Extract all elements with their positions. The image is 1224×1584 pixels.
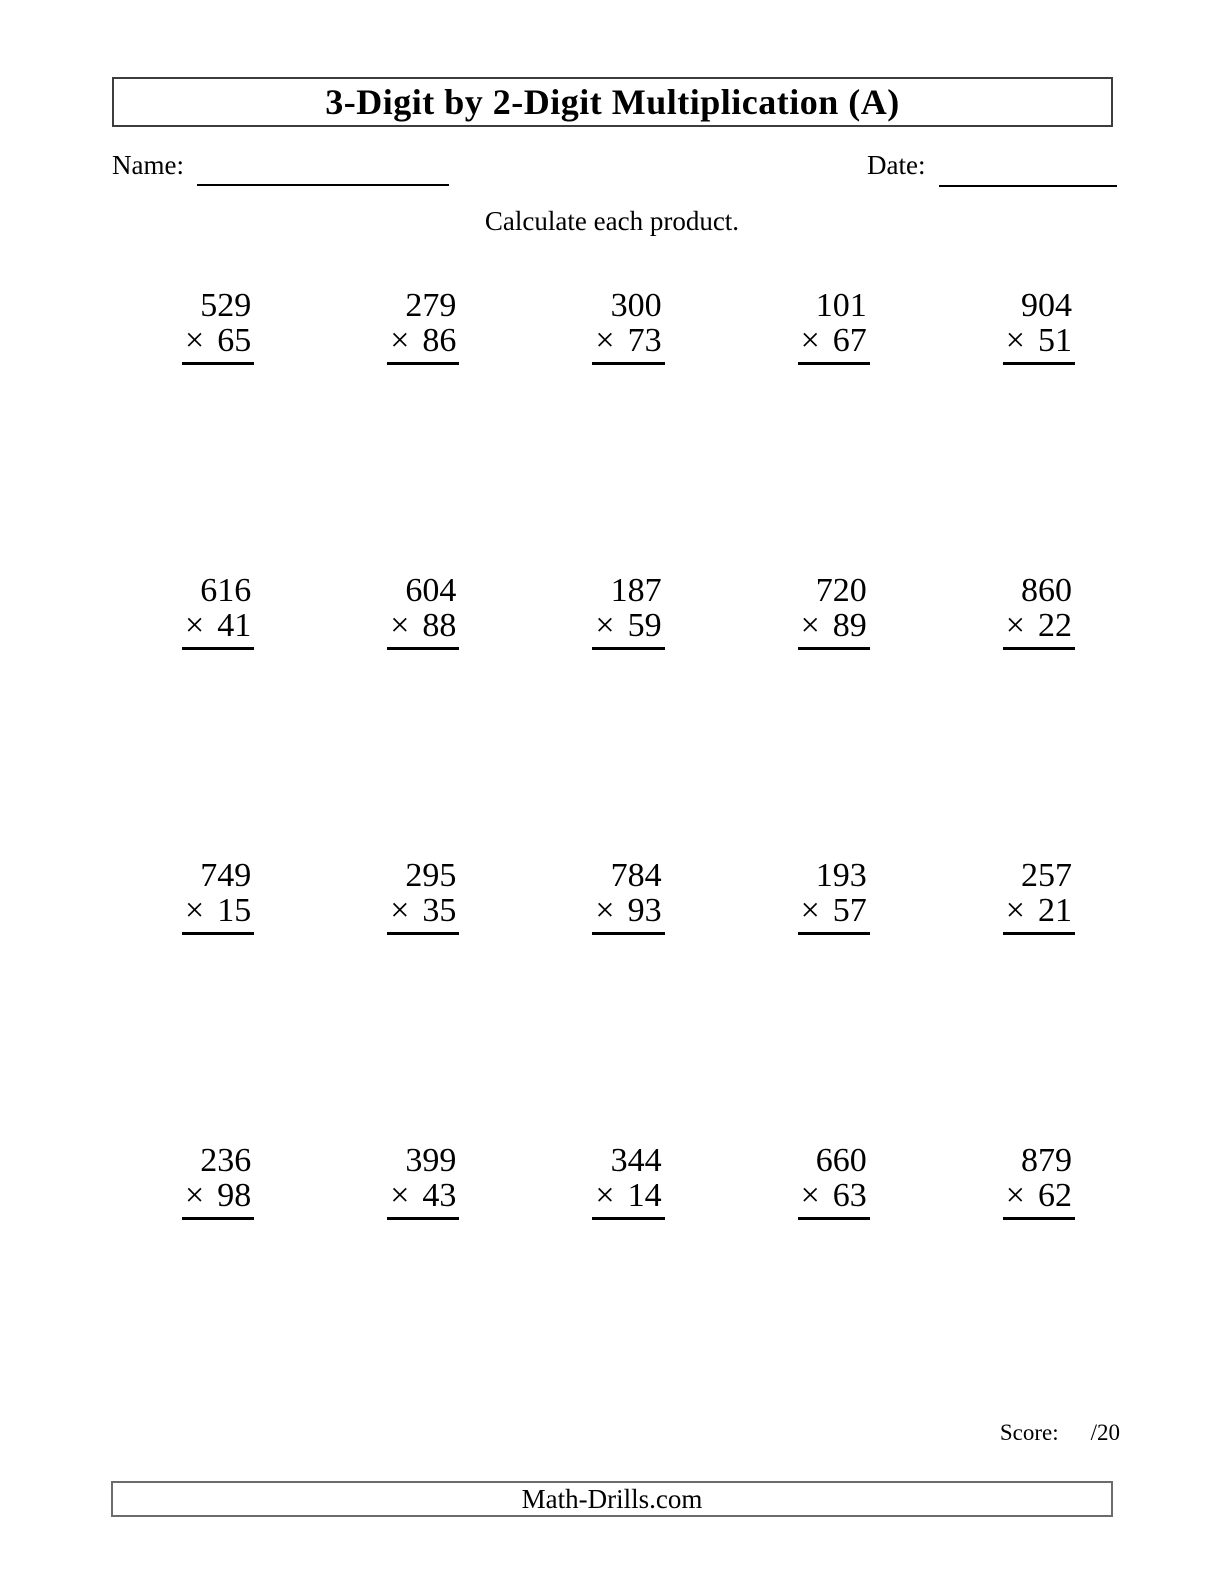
multiplier-row (595, 608, 661, 643)
multiplier-row (1006, 1178, 1072, 1213)
answer-space[interactable] (592, 365, 664, 455)
problem-cell (1003, 858, 1113, 1143)
multiplicand: 279 (405, 287, 457, 324)
instruction-text: Calculate each product. (484, 206, 740, 236)
multiplier-row (185, 608, 251, 643)
multiplicand: 344 (610, 1142, 662, 1179)
multiplication-problem (1003, 288, 1075, 365)
date-input-line[interactable] (939, 185, 1117, 187)
multiply-icon: × (800, 892, 820, 929)
multiply-icon: × (185, 892, 205, 929)
multiply-icon: × (185, 1177, 205, 1214)
answer-space[interactable] (387, 365, 459, 455)
multiplication-problem (592, 1143, 664, 1220)
multiply-icon: × (595, 607, 615, 644)
title-box (112, 77, 1113, 127)
name-input-line[interactable] (197, 184, 449, 186)
multiplier-row (185, 1178, 251, 1213)
multiplier: 15 (217, 892, 252, 929)
answer-space[interactable] (798, 935, 870, 1025)
worksheet-title: 3-Digit by 2-Digit Multiplication (A) (325, 82, 900, 122)
multiplier: 51 (1037, 322, 1072, 359)
problem-cell (182, 288, 312, 573)
multiplier-row (185, 323, 251, 358)
answer-space[interactable] (1003, 365, 1075, 455)
problem-cell (592, 1143, 712, 1428)
multiplier-row (390, 323, 456, 358)
multiplicand: 300 (610, 287, 662, 324)
problem-cell (798, 858, 913, 1143)
multiply-icon: × (595, 1177, 615, 1214)
multiplicand: 529 (200, 287, 252, 324)
multiplicand: 784 (610, 857, 662, 894)
multiplier: 88 (422, 607, 457, 644)
multiplication-problem (387, 573, 459, 650)
multiplicand: 101 (815, 287, 867, 324)
multiplication-problem (387, 858, 459, 935)
multiply-icon: × (390, 607, 410, 644)
problem-cell (798, 288, 913, 573)
footer-brand: Math-Drills.com (521, 1483, 703, 1514)
problem-cell (1003, 573, 1113, 858)
problem-cell (592, 858, 712, 1143)
problem-cell (798, 1143, 913, 1428)
answer-space[interactable] (387, 1220, 459, 1310)
multiply-icon: × (390, 1177, 410, 1214)
multiplication-problem (798, 858, 870, 935)
multiplier-row (595, 1178, 661, 1213)
multiplier-row (595, 323, 661, 358)
answer-space[interactable] (182, 1220, 254, 1310)
multiply-icon: × (800, 607, 820, 644)
answer-space[interactable] (798, 650, 870, 740)
multiply-icon: × (1005, 607, 1025, 644)
multiplier-row (1006, 608, 1072, 643)
multiplicand: 616 (200, 572, 252, 609)
multiplier: 65 (217, 322, 252, 359)
multiplier: 14 (627, 1177, 662, 1214)
multiplier: 21 (1037, 892, 1072, 929)
multiplication-problem (798, 1143, 870, 1220)
answer-space[interactable] (1003, 935, 1075, 1025)
multiplication-problem (387, 288, 459, 365)
multiplier: 93 (627, 892, 662, 929)
problem-cell (182, 573, 312, 858)
multiplier-row (801, 893, 867, 928)
multiply-icon: × (1005, 1177, 1025, 1214)
multiplier: 57 (832, 892, 867, 929)
answer-space[interactable] (1003, 1220, 1075, 1310)
multiplier: 73 (627, 322, 662, 359)
multiplicand: 720 (815, 572, 867, 609)
multiplicand: 904 (1020, 287, 1072, 324)
multiplier-row (390, 1178, 456, 1213)
multiplier: 59 (627, 607, 662, 644)
multiplier: 86 (422, 322, 457, 359)
multiplication-problem (182, 1143, 254, 1220)
multiply-icon: × (390, 892, 410, 929)
problem-cell (592, 573, 712, 858)
multiplication-problem (387, 1143, 459, 1220)
answer-space[interactable] (1003, 650, 1075, 740)
multiplicand: 193 (815, 857, 867, 894)
multiplication-problem (182, 573, 254, 650)
multiplication-problem (592, 288, 664, 365)
multiplicand: 604 (405, 572, 457, 609)
multiplier: 43 (422, 1177, 457, 1214)
multiplication-problem (798, 573, 870, 650)
multiplier: 98 (217, 1177, 252, 1214)
multiplier: 89 (832, 607, 867, 644)
multiply-icon: × (595, 892, 615, 929)
answer-space[interactable] (592, 650, 664, 740)
multiplier-row (185, 893, 251, 928)
multiplicand: 399 (405, 1142, 457, 1179)
problem-cell (387, 858, 512, 1143)
problem-cell (182, 1143, 312, 1428)
multiplication-problem (182, 858, 254, 935)
problem-cell (387, 573, 512, 858)
multiplication-problem (592, 858, 664, 935)
multiplicand: 236 (200, 1142, 252, 1179)
answer-space[interactable] (182, 935, 254, 1025)
multiplicand: 295 (405, 857, 457, 894)
multiply-icon: × (1005, 892, 1025, 929)
name-label: Name: (112, 150, 184, 180)
answer-space[interactable] (387, 650, 459, 740)
multiplier: 22 (1037, 607, 1072, 644)
multiply-icon: × (800, 1177, 820, 1214)
multiplication-problem (798, 288, 870, 365)
multiplicand: 660 (815, 1142, 867, 1179)
problems-grid (112, 288, 1113, 1428)
multiplier: 63 (832, 1177, 867, 1214)
multiplier-row (1006, 323, 1072, 358)
score-area (1000, 1420, 1120, 1446)
score-input-space[interactable] (1059, 1439, 1091, 1440)
answer-space[interactable] (798, 1220, 870, 1310)
answer-space[interactable] (592, 935, 664, 1025)
multiply-icon: × (800, 322, 820, 359)
answer-space[interactable] (592, 1220, 664, 1310)
problem-cell (182, 858, 312, 1143)
multiplication-problem (592, 573, 664, 650)
multiplier-row (801, 1178, 867, 1213)
answer-space[interactable] (182, 365, 254, 455)
score-label: Score: (999, 1420, 1059, 1445)
problem-cell (387, 1143, 512, 1428)
problem-cell (387, 288, 512, 573)
multiplication-problem (182, 288, 254, 365)
multiplier-row (390, 893, 456, 928)
multiplier: 35 (422, 892, 457, 929)
multiply-icon: × (595, 322, 615, 359)
multiplier: 62 (1037, 1177, 1072, 1214)
multiply-icon: × (390, 322, 410, 359)
multiplication-problem (1003, 858, 1075, 935)
multiplication-problem (1003, 1143, 1075, 1220)
multiplier: 41 (217, 607, 252, 644)
multiply-icon: × (185, 322, 205, 359)
multiplier: 67 (832, 322, 867, 359)
multiplier-row (801, 608, 867, 643)
answer-space[interactable] (798, 365, 870, 455)
multiplicand: 187 (610, 572, 662, 609)
problem-cell (1003, 1143, 1113, 1428)
answer-space[interactable] (387, 935, 459, 1025)
problem-cell (1003, 288, 1113, 573)
multiplier-row (595, 893, 661, 928)
date-label: Date: (867, 150, 926, 180)
problem-cell (592, 288, 712, 573)
multiplier-row (1006, 893, 1072, 928)
multiplicand: 860 (1020, 572, 1072, 609)
multiply-icon: × (185, 607, 205, 644)
problem-cell (798, 573, 913, 858)
multiplicand: 879 (1020, 1142, 1072, 1179)
multiplier-row (801, 323, 867, 358)
answer-space[interactable] (182, 650, 254, 740)
multiplicand: 257 (1020, 857, 1072, 894)
score-total: /20 (1090, 1420, 1120, 1445)
multiplication-problem (1003, 573, 1075, 650)
footer-box (111, 1481, 1113, 1517)
multiplicand: 749 (200, 857, 252, 894)
multiplier-row (390, 608, 456, 643)
multiply-icon: × (1005, 322, 1025, 359)
